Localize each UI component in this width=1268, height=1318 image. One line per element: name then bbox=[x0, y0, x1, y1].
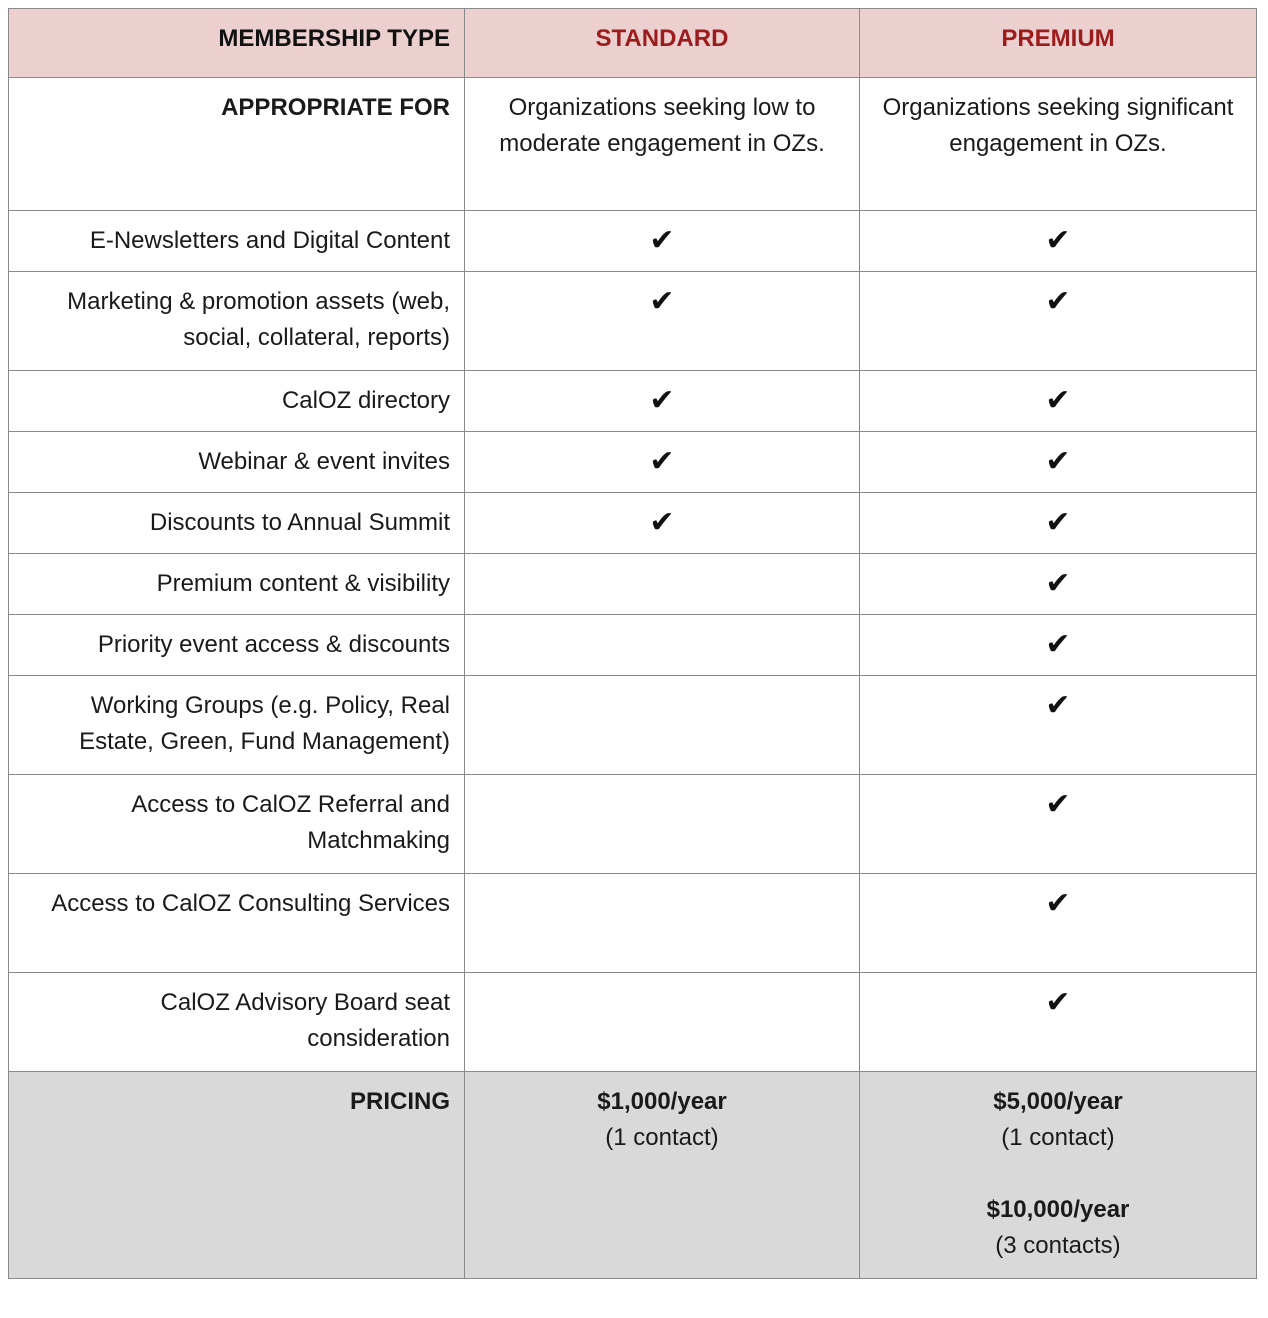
premium-header: PREMIUM bbox=[860, 9, 1257, 78]
standard-check-icon: ✔ bbox=[649, 383, 675, 418]
table-row bbox=[9, 272, 1257, 371]
table-row bbox=[9, 371, 1257, 432]
pricing-row bbox=[9, 1072, 1257, 1279]
feature-label: CalOZ Advisory Board seat consideration bbox=[9, 973, 465, 1072]
table-row bbox=[9, 775, 1257, 874]
premium-check-icon: ✔ bbox=[1045, 383, 1071, 418]
appropriate-for-row bbox=[9, 78, 1257, 211]
membership-table bbox=[8, 8, 1257, 1279]
premium-contacts-2: (3 contacts) bbox=[995, 1232, 1121, 1259]
standard-contacts: (1 contact) bbox=[605, 1124, 719, 1151]
premium-check-icon: ✔ bbox=[1045, 787, 1071, 822]
table-row bbox=[9, 554, 1257, 615]
membership-type-header: MEMBERSHIP TYPE bbox=[9, 9, 465, 78]
premium-pricing bbox=[860, 1072, 1257, 1279]
table-row bbox=[9, 973, 1257, 1072]
standard-pricing bbox=[465, 1072, 860, 1279]
header-row bbox=[9, 9, 1257, 78]
table-row bbox=[9, 432, 1257, 493]
standard-header: STANDARD bbox=[465, 9, 860, 78]
premium-appropriate-text: Organizations seeking significant engagement in OZs. bbox=[860, 78, 1257, 211]
feature-label: Webinar & event invites bbox=[9, 432, 465, 493]
feature-label: Marketing & promotion assets (web, social, collateral, reports) bbox=[9, 272, 465, 371]
premium-check-icon: ✔ bbox=[1045, 688, 1071, 723]
feature-label: Working Groups (e.g. Policy, Real Estate, Green, Fund Management) bbox=[9, 676, 465, 775]
premium-contacts-1: (1 contact) bbox=[1001, 1124, 1115, 1151]
feature-label: Discounts to Annual Summit bbox=[9, 493, 465, 554]
standard-check-icon: ✔ bbox=[649, 223, 675, 258]
membership-comparison bbox=[8, 8, 1256, 1279]
premium-price-2: $10,000/year bbox=[986, 1196, 1130, 1223]
feature-label: CalOZ directory bbox=[9, 371, 465, 432]
table-row bbox=[9, 211, 1257, 272]
premium-check-icon: ✔ bbox=[1045, 223, 1071, 258]
feature-label: Access to CalOZ Consulting Services bbox=[9, 874, 465, 973]
standard-check-icon: ✔ bbox=[649, 284, 675, 319]
standard-check-icon: ✔ bbox=[649, 444, 675, 479]
standard-check-icon: ✔ bbox=[649, 505, 675, 540]
premium-check-icon: ✔ bbox=[1045, 505, 1071, 540]
premium-check-icon: ✔ bbox=[1045, 985, 1071, 1020]
feature-label: Premium content & visibility bbox=[9, 554, 465, 615]
table-row bbox=[9, 493, 1257, 554]
table-row bbox=[9, 676, 1257, 775]
table-row bbox=[9, 615, 1257, 676]
premium-check-icon: ✔ bbox=[1045, 627, 1071, 662]
feature-label: E-Newsletters and Digital Content bbox=[9, 211, 465, 272]
appropriate-for-label: APPROPRIATE FOR bbox=[9, 78, 465, 211]
feature-label: Access to CalOZ Referral and Matchmaking bbox=[9, 775, 465, 874]
feature-label: Priority event access & discounts bbox=[9, 615, 465, 676]
premium-check-icon: ✔ bbox=[1045, 886, 1071, 921]
premium-check-icon: ✔ bbox=[1045, 566, 1071, 601]
standard-appropriate-text: Organizations seeking low to moderate engagement in OZs. bbox=[465, 78, 860, 211]
pricing-label: PRICING bbox=[9, 1072, 465, 1279]
premium-check-icon: ✔ bbox=[1045, 444, 1071, 479]
premium-check-icon: ✔ bbox=[1045, 284, 1071, 319]
premium-price-1: $5,000/year bbox=[993, 1088, 1123, 1115]
table-row bbox=[9, 874, 1257, 973]
standard-price: $1,000/year bbox=[597, 1088, 727, 1115]
